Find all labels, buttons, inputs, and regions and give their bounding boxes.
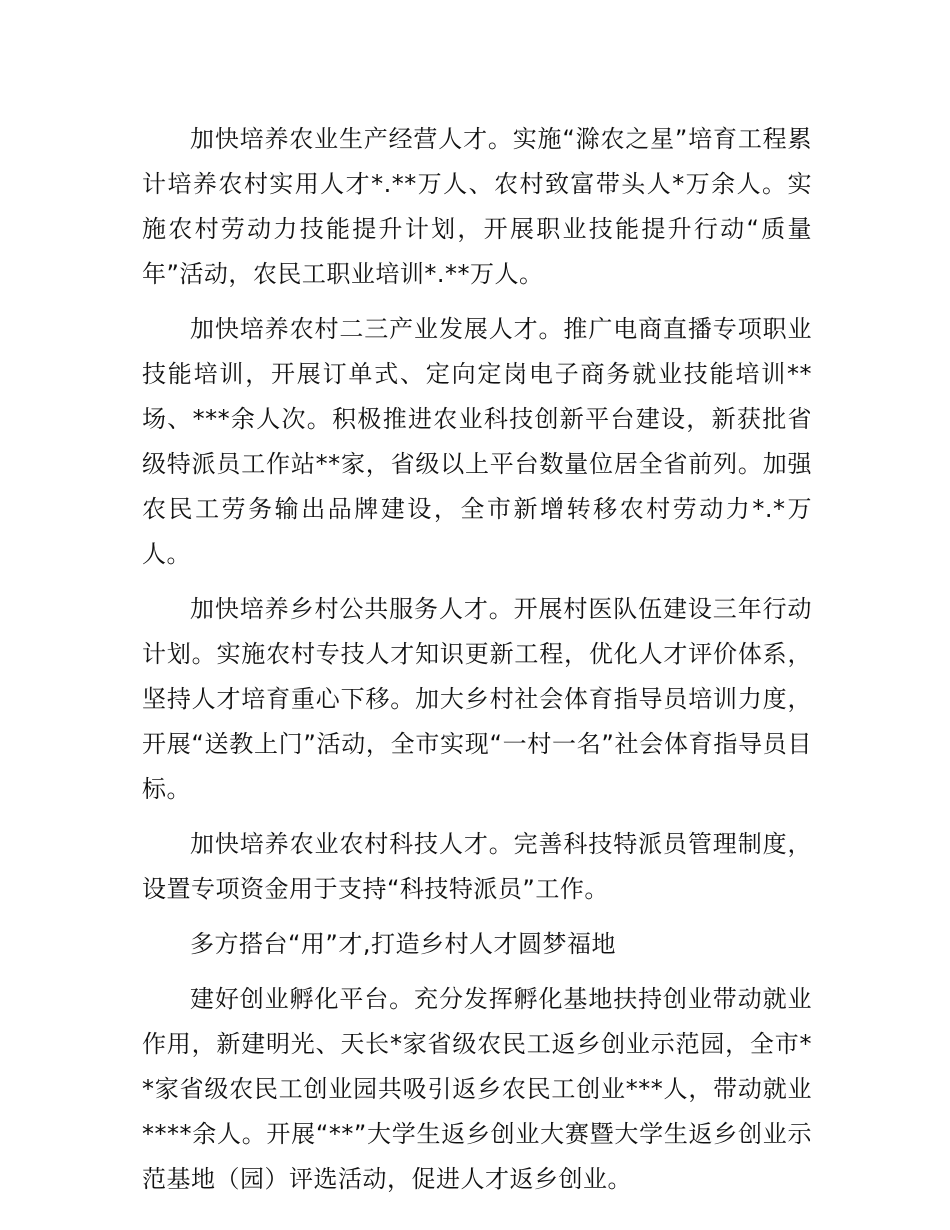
paragraph-tech-talent: 加快培养农业农村科技人才。完善科技特派员管理制度，设置专项资金用于支持“科技特派员”工作。 <box>142 830 812 903</box>
paragraph-incubation-platform: 建好创业孵化平台。充分发挥孵化基地扶持创业带动就业作用，新建明光、天长*家省级农民工返乡创业示范园，全市**家省级农民工创业园共吸引返乡农民工创业***人，带动就业****余人。开展“**”大学生返乡创业大赛暨大学生返乡创业示范基地（园）评选活动，促进人才返乡创业。 <box>142 985 812 1193</box>
paragraph-agricultural-talent: 加快培养农业生产经营人才。实施“滁农之星”培育工程累计培养农村实用人才*.**万人、农村致富带头人*万余人。实施农村劳动力技能提升计划，开展职业技能提升行动“质量年”活动，农民工职业培训*.**万人。 <box>142 125 812 288</box>
paragraph-public-service-talent: 加快培养乡村公共服务人才。开展村医队伍建设三年行动计划。实施农村专技人才知识更新工程，优化人才评价体系，坚持人才培育重心下移。加大乡村社会体育指导员培训力度，开展“送教上门”活动，全市实现“一村一名”社会体育指导员目标。 <box>142 595 812 803</box>
paragraph-industry-talent: 加快培养农村二三产业发展人才。推广电商直播专项职业技能培训，开展订单式、定向定岗电子商务就业技能培训**场、***余人次。积极推进农业科技创新平台建设，新获批省级特派员工作站**家，省级以上平台数量位居全省前列。加强农民工劳务输出品牌建设，全市新增转移农村劳动力*.*万人。 <box>142 315 812 568</box>
document-body <box>142 117 812 1212</box>
section-heading: 多方搭台“用”才,打造乡村人才圆梦福地 <box>190 930 616 958</box>
